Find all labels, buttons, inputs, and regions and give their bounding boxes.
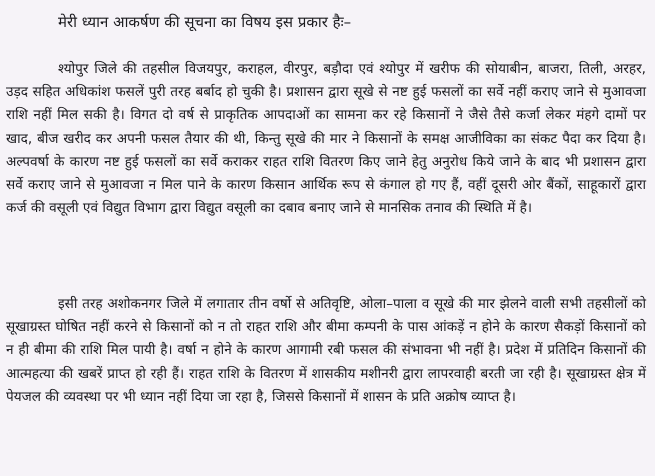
document-heading: मेरी ध्यान आकर्षण की सूचना का विषय इस प्रकार हैः– xyxy=(58,13,352,31)
paragraph-1: श्योपुर जिले की तहसील विजयपुर, कराहल, वीरपुर, बड़ौदा एवं श्योपुर में खरीफ की सोयाबीन, बाजरा, तिली, अरहर, उड़द सहित अधिकांश फसलें पुरी तरह बर्बाद हो चुकी है। प्रशासन द्वारा सूखे से नष्ट हुई फसलों का सर्वे नहीं कराए जाने से मुआवजा राशि नहीं मिल सकी है। विगत दो वर्ष से प्राकृतिक आपदाओं का सामना कर रहे किसानों ने जैसे तैसे कर्जा लेकर मंहगे दामों पर खाद, बीज खरीद कर अपनी फसल तैयार की थी, किन्तु सूखे की मार ने किसानों के समक्ष आजीविका का संकट पैदा कर दिया है। अल्पवर्षा के कारण नष्ट हुई फसलों का सर्वे कराकर राहत राशि वितरण किए जाने हेतु अनुरोध किये जाने के बाद भी प्रशासन द्वारा सर्वे कराए जाने से मुआवजा न मिल पाने के कारण किसान आर्थिक रूप से कंगाल हो गए हैं, वहीं दूसरी ओर बैंकों, साहूकारों द्वारा कर्ज की वसूली एवं विद्युत विभाग द्वारा विद्युत वसूली का दबाव बनाए जाने से मानसिक तनाव की स्थिति में है। xyxy=(6,61,646,217)
paragraph-2: इसी तरह अशोकनगर जिले में लगातार तीन वर्षो से अतिवृष्टि, ओला–पाला व सूखे की मार झेलने वाली सभी तहसीलों को सूखाग्रस्त घोषित नहीं करने से किसानों को न तो राहत राशि और बीमा कम्पनी के पास आंकड़ें न होने के कारण सैकड़ों किसानों को न ही बीमा की राशि मिल पायी है। वर्षा न होने के कारण आगामी रबी फसल की संभावना भी नहीं है। प्रदेश में प्रतिदिन किसानों की आत्महत्या की खबरें प्राप्त हो रही हैं। राहत राशि के वितरण में शासकीय मशीनरी द्वारा लापरवाही बरती जा रही है। सूखाग्रस्त क्षेत्र में पेयजल की व्यवस्था पर भी ध्यान नहीं दिया जा रहा है, जिससे किसानों में शासन के प्रति अक्रोष व्याप्त है। xyxy=(6,296,646,405)
